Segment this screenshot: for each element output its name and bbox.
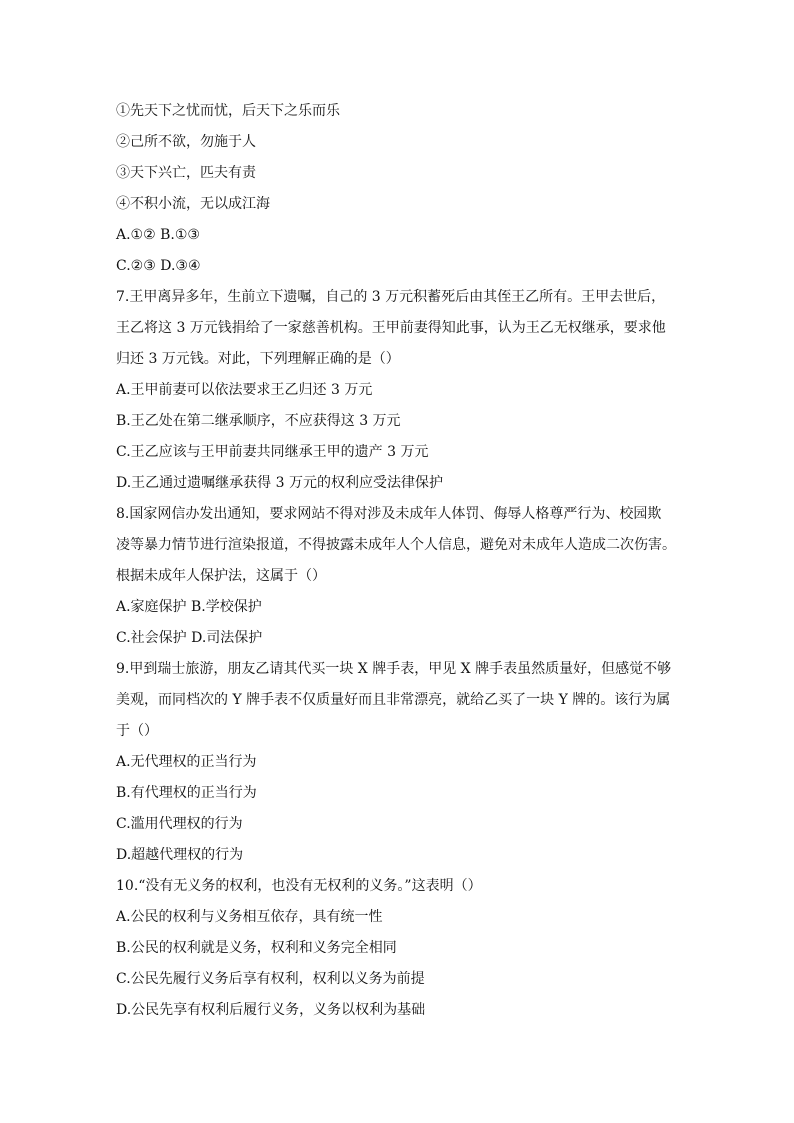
option-line: C.②③ D.③④ — [116, 258, 201, 274]
text-line: ①先天下之忧而忧，后天下之乐而乐 — [116, 103, 340, 119]
option-line: A.公民的权利与义务相互依存，具有统一性 — [116, 909, 383, 925]
text-line: ②己所不欲，勿施于人 — [116, 134, 256, 150]
question-7-text: 王乙将这 3 万元钱捐给了一家慈善机构。王甲前妻得知此事，认为王乙无权继承，要求他 — [116, 320, 666, 336]
option-line: A.①② B.①③ — [116, 227, 200, 243]
option-line: A.家庭保护 B.学校保护 — [116, 599, 262, 615]
option-line: B.公民的权利就是义务，权利和义务完全相同 — [116, 940, 397, 956]
question-9-text: 于（） — [116, 723, 158, 739]
text-line: ③天下兴亡，匹夫有责 — [116, 165, 256, 181]
text-line: ④不积小流，无以成江海 — [116, 196, 270, 212]
option-line: B.有代理权的正当行为 — [116, 785, 257, 801]
option-line: B.王乙处在第二继承顺序，不应获得这 3 万元 — [116, 413, 401, 429]
question-9-text: 9.甲到瑞士旅游，朋友乙请其代买一块 X 牌手表，甲见 X 牌手表虽然质量好，但感觉不够 — [116, 661, 672, 677]
question-9-text: 美观，而同档次的 Y 牌手表不仅质量好而且非常漂亮，就给乙买了一块 Y 牌的。该行为属 — [116, 692, 671, 708]
option-line: C.公民先履行义务后享有权利，权利以义务为前提 — [116, 971, 425, 987]
option-line: D.公民先享有权利后履行义务，义务以权利为基础 — [116, 1002, 426, 1018]
option-line: D.王乙通过遗嘱继承获得 3 万元的权利应受法律保护 — [116, 475, 443, 491]
question-8-text: 根据未成年人保护法，这属于（） — [116, 568, 326, 584]
option-line: C.王乙应该与王甲前妻共同继承王甲的遗产 3 万元 — [116, 444, 429, 460]
option-line: D.超越代理权的行为 — [116, 847, 244, 863]
question-7-text: 归还 3 万元钱。对此，下列理解正确的是（） — [116, 351, 400, 367]
option-line: A.无代理权的正当行为 — [116, 754, 257, 770]
question-7-text: 7.王甲离异多年，生前立下遗嘱，自己的 3 万元积蓄死后由其侄王乙所有。王甲去世后， — [116, 289, 666, 305]
question-8-text: 8.国家网信办发出通知，要求网站不得对涉及未成年人体罚、侮辱人格尊严行为、校园欺 — [116, 506, 662, 522]
question-8-text: 凌等暴力情节进行渲染报道，不得披露未成年人个人信息，避免对未成年人造成二次伤害。 — [116, 537, 676, 553]
option-line: C.社会保护 D.司法保护 — [116, 630, 263, 646]
question-10-text: 10.“没有无义务的权利，也没有无权利的义务。”这表明（） — [116, 878, 482, 894]
option-line: A.王甲前妻可以依法要求王乙归还 3 万元 — [116, 382, 373, 398]
option-line: C.滥用代理权的行为 — [116, 816, 243, 832]
document-page — [116, 96, 686, 1026]
